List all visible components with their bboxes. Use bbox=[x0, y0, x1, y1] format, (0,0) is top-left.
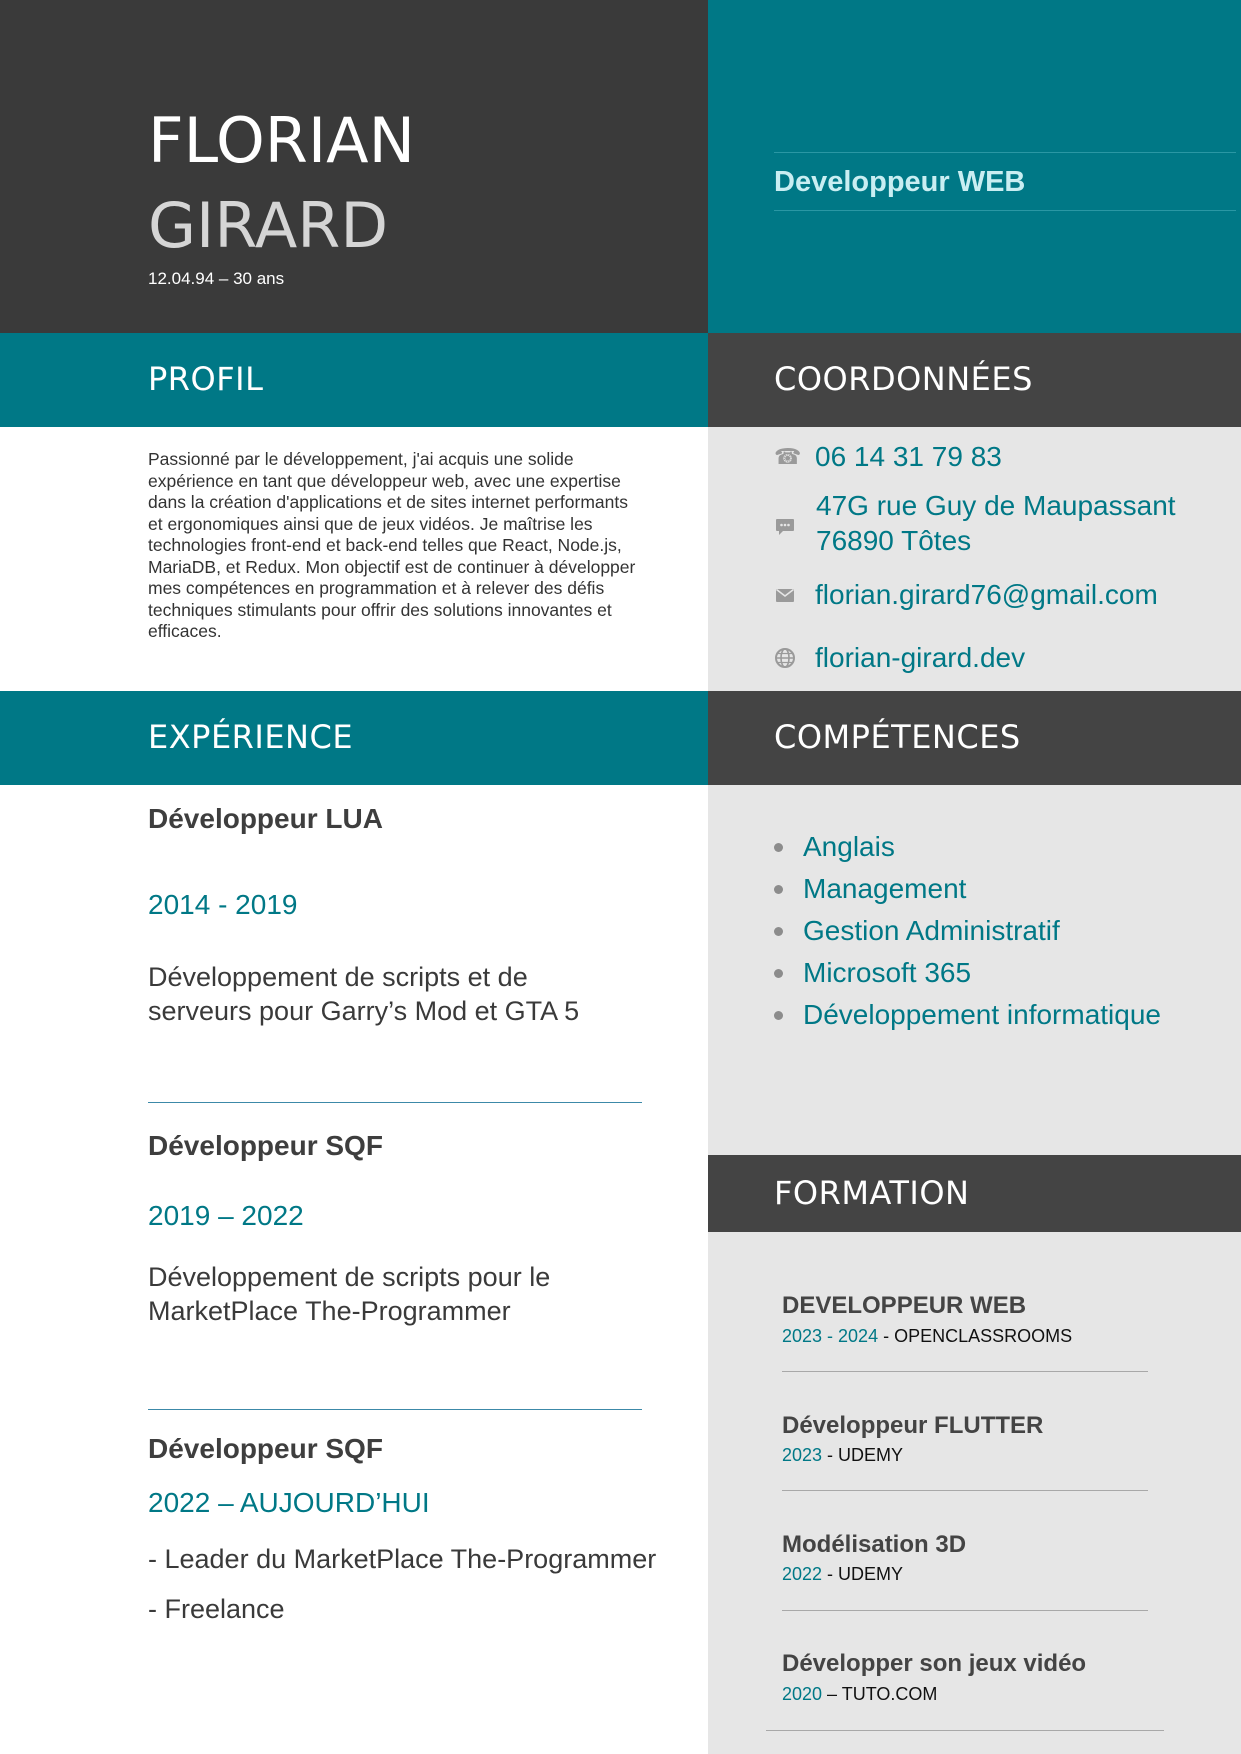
profile-heading: PROFIL bbox=[148, 360, 264, 398]
address-line-1: 47G rue Guy de Maupassant bbox=[816, 490, 1176, 521]
education-2-sep: - bbox=[822, 1445, 839, 1465]
experience-1-dates: 2014 - 2019 bbox=[148, 889, 298, 920]
education-2-school: UDEMY bbox=[838, 1445, 904, 1465]
skill-item bbox=[774, 868, 1161, 910]
bullet-icon bbox=[774, 969, 783, 978]
experience-2-desc-line-1: Développement de scripts pour le bbox=[148, 1262, 551, 1292]
skill-item bbox=[774, 994, 1161, 1036]
experience-2-desc-line-2: MarketPlace The-Programmer bbox=[148, 1296, 511, 1326]
education-heading: FORMATION bbox=[774, 1174, 970, 1212]
experience-header-bar bbox=[0, 691, 708, 785]
education-separator-1 bbox=[782, 1371, 1148, 1372]
education-4-school: TUTO.COM bbox=[841, 1684, 938, 1704]
education-separator-2 bbox=[782, 1490, 1148, 1491]
education-separator-3 bbox=[782, 1610, 1148, 1611]
envelope-icon bbox=[774, 584, 796, 606]
skill-label: Gestion Administratif bbox=[803, 915, 1060, 946]
last-name: GIRARD bbox=[148, 189, 389, 262]
education-3-years: 2022 bbox=[782, 1564, 823, 1584]
contact-header-bar bbox=[708, 333, 1241, 427]
education-1-title: DEVELOPPEUR WEB bbox=[782, 1292, 1027, 1319]
education-3-school: UDEMY bbox=[838, 1564, 904, 1584]
skill-item bbox=[774, 826, 1161, 868]
education-1-school: OPENCLASSROOMS bbox=[894, 1326, 1073, 1346]
education-4-title: Développer son jeux vidéo bbox=[782, 1650, 1087, 1677]
contact-phone bbox=[774, 440, 1002, 474]
experience-2-title: Développeur SQF bbox=[148, 1130, 383, 1161]
phone-icon: ☎ bbox=[774, 444, 802, 469]
experience-2-dates: 2019 – 2022 bbox=[148, 1200, 304, 1231]
experience-heading: EXPÉRIENCE bbox=[148, 718, 354, 756]
bullet-icon bbox=[774, 843, 783, 852]
contact-heading: COORDONNÉES bbox=[774, 360, 1033, 398]
skill-label: Anglais bbox=[803, 831, 895, 862]
experience-separator-2 bbox=[148, 1409, 642, 1410]
skill-label: Management bbox=[803, 873, 967, 904]
experience-separator-1 bbox=[148, 1102, 642, 1103]
experience-1-title: Développeur LUA bbox=[148, 803, 383, 834]
education-1-meta bbox=[782, 1326, 1072, 1347]
experience-1-desc-line-2: serveurs pour Garry’s Mod et GTA 5 bbox=[148, 996, 580, 1026]
chat-bubble-icon bbox=[774, 515, 796, 537]
skills-heading: COMPÉTENCES bbox=[774, 718, 1021, 756]
address-line-2: 76890 Tôtes bbox=[816, 525, 972, 556]
education-4-meta bbox=[782, 1684, 937, 1705]
contact-website[interactable] bbox=[774, 641, 1025, 675]
education-1-years: 2023 - 2024 bbox=[782, 1326, 879, 1346]
experience-3-dates: 2022 – AUJOURD’HUI bbox=[148, 1487, 430, 1518]
email-address[interactable]: florian.girard76@gmail.com bbox=[815, 579, 1158, 610]
skill-item bbox=[774, 952, 1161, 994]
job-title: Developpeur WEB bbox=[774, 166, 1026, 198]
skill-label: Microsoft 365 bbox=[803, 957, 972, 988]
education-separator-4 bbox=[766, 1730, 1164, 1731]
contact-email[interactable] bbox=[774, 578, 1158, 612]
job-title-rule-top bbox=[774, 152, 1236, 153]
website-url[interactable]: florian-girard.dev bbox=[815, 642, 1026, 673]
experience-3-desc-line-1: - Leader du MarketPlace The-Programmer bbox=[148, 1544, 657, 1574]
education-1-sep: - bbox=[878, 1326, 895, 1346]
education-3-title: Modélisation 3D bbox=[782, 1531, 967, 1558]
contact-address bbox=[774, 490, 1234, 562]
globe-icon bbox=[774, 647, 796, 669]
education-3-sep: - bbox=[822, 1564, 839, 1584]
first-name: FLORIAN bbox=[148, 104, 415, 177]
education-header-bar bbox=[708, 1155, 1241, 1232]
job-title-rule-bottom bbox=[774, 210, 1236, 211]
bullet-icon bbox=[774, 1011, 783, 1020]
education-4-sep: – bbox=[822, 1684, 842, 1704]
profile-text: Passionné par le développement, j'ai acquis une solide expérience en tant que développeur web, avec une expertise dans la création d'applications et de sites internet performants et ergonomiques ainsi que de jeux vidéos. Je maîtrise les technologies front-end et back-end telles que React, Node.js, MariaDB, et Redux. Mon objectif est de continuer à développer mes compétences en programmation et à relever des défis techniques stimulants pour offrir des solutions innovantes et efficaces. bbox=[148, 449, 636, 641]
skills-list bbox=[774, 826, 1161, 1036]
phone-number: 06 14 31 79 83 bbox=[815, 441, 1002, 472]
skills-header-bar bbox=[708, 691, 1241, 785]
bullet-icon bbox=[774, 885, 783, 894]
experience-3-desc-line-2: - Freelance bbox=[148, 1594, 285, 1624]
education-4-years: 2020 bbox=[782, 1684, 823, 1704]
experience-1-desc-line-1: Développement de scripts et de bbox=[148, 962, 528, 992]
education-3-meta bbox=[782, 1564, 903, 1585]
experience-3-title: Développeur SQF bbox=[148, 1433, 383, 1464]
skill-item bbox=[774, 910, 1161, 952]
education-2-title: Développeur FLUTTER bbox=[782, 1412, 1044, 1439]
birth-date: 12.04.94 – 30 ans bbox=[148, 269, 285, 288]
profile-header-bar bbox=[0, 333, 708, 427]
education-2-years: 2023 bbox=[782, 1445, 823, 1465]
skill-label: Développement informatique bbox=[803, 999, 1161, 1030]
bullet-icon bbox=[774, 927, 783, 936]
education-2-meta bbox=[782, 1445, 903, 1466]
